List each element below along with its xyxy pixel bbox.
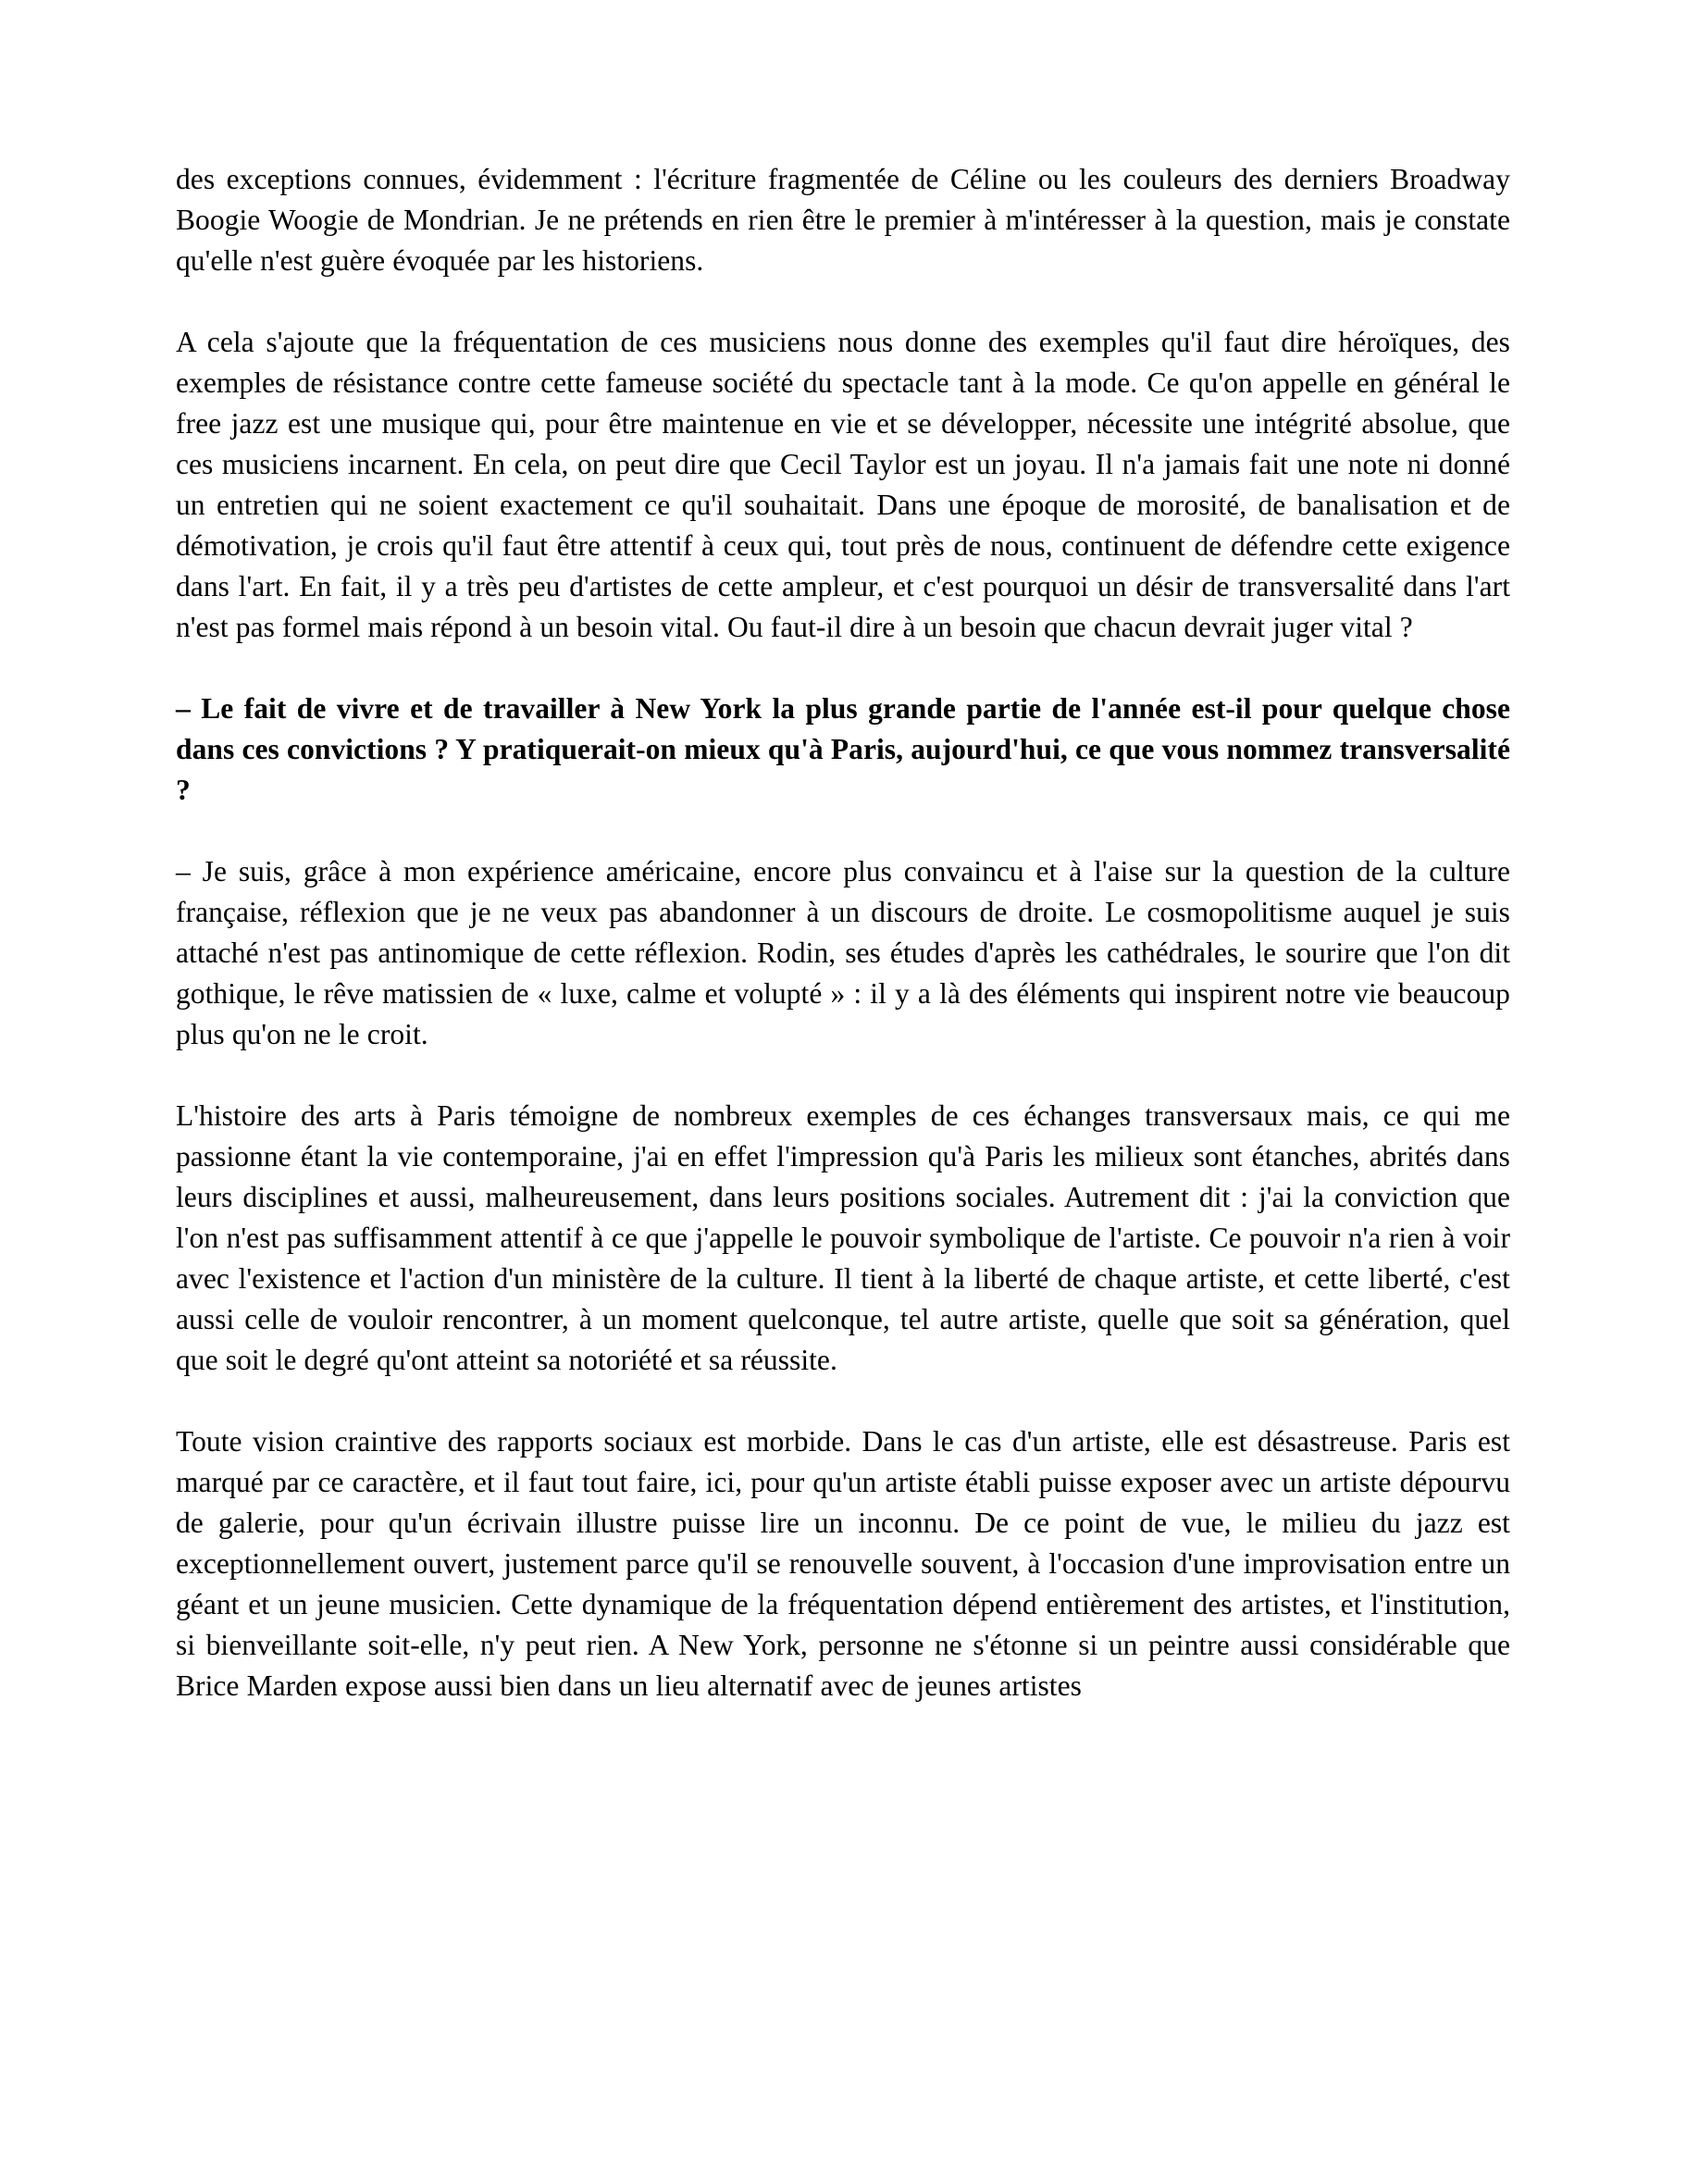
paragraph-body: L'histoire des arts à Paris témoigne de nombreux exemples de ces échanges transversaux mais, ce qui me passionne étant la vie contemporaine, j'ai en effet l'impression qu'à Paris les milieux sont étanches, abrités dans leurs disciplines et aussi, malheureusement, dans leurs positions sociales. Autrement dit : j'ai la conviction que l'on n'est pas suffisamment attentif à ce que j'appelle le pouvoir symbolique de l'artiste. Ce pouvoir n'a rien à voir avec l'existence et l'action d'un ministère de la culture. Il tient à la liberté de chaque artiste, et cette liberté, c'est aussi celle de vouloir rencontrer, à un moment quelconque, tel autre artiste, quelle que soit sa génération, quel que soit le degré qu'ont atteint sa notoriété et sa réussite. <box>176 1099 1510 1376</box>
paragraph-body: A cela s'ajoute que la fréquentation de ces musiciens nous donne des exemples qu'il faut dire héroïques, des exemples de résistance contre cette fameuse société du spectacle tant à la mode. Ce qu'on appelle en général le free jazz est une musique qui, pour être maintenue en vie et se développer, nécessite une intégrité absolue, que ces musiciens incarnent. En cela, on peut dire que Cecil Taylor est un joyau. Il n'a jamais fait une note ni donné un entretien qui ne soient exactement ce qu'il souhaitait. Dans une époque de morosité, de banalisation et de démotivation, je crois qu'il faut être attentif à ceux qui, tout près de nous, continuent de défendre cette exigence dans l'art. En fait, il y a très peu d'artistes de cette ampleur, et c'est pourquoi un désir de transversalité dans l'art n'est pas formel mais répond à un besoin vital. Ou faut-il dire à un besoin que chacun devrait juger vital ? <box>176 326 1510 643</box>
paragraph-continuation: des exceptions connues, évidemment : l'écriture fragmentée de Céline ou les couleurs des derniers Broadway Boogie Woogie de Mondrian. Je ne prétends en rien être le premier à m'intéresser à la question, mais je constate qu'elle n'est guère évoquée par les historiens. <box>176 163 1510 277</box>
text-column <box>176 159 1510 1706</box>
interview-answer: – Je suis, grâce à mon expérience américaine, encore plus convaincu et à l'aise sur la question de la culture française, réflexion que je ne veux pas abandonner à un discours de droite. Le cosmopolitisme auquel je suis attaché n'est pas antinomique de cette réflexion. Rodin, ses études d'après les cathédrales, le sourire que l'on dit gothique, le rêve matissien de « luxe, calme et volupté » : il y a là des éléments qui inspirent notre vie beaucoup plus qu'on ne le croit. <box>176 855 1510 1050</box>
interview-question-bold: – Le fait de vivre et de travailler à New York la plus grande partie de l'année est-il pour quelque chose dans ces convictions ? Y pratiquerait-on mieux qu'à Paris, aujourd'hui, ce que vous nommez transversalité ? <box>176 692 1510 806</box>
paragraph-body: Toute vision craintive des rapports sociaux est morbide. Dans le cas d'un artiste, elle est désastreuse. Paris est marqué par ce caractère, et il faut tout faire, ici, pour qu'un artiste établi puisse exposer avec un artiste dépourvu de galerie, pour qu'un écrivain illustre puisse lire un inconnu. De ce point de vue, le milieu du jazz est exceptionnellement ouvert, justement parce qu'il se renouvelle souvent, à l'occasion d'une improvisation entre un géant et un jeune musicien. Cette dynamique de la fréquentation dépend entièrement des artistes, et l'institution, si bienveillante soit-elle, n'y peut rien. A New York, personne ne s'étonne si un peintre aussi considérable que Brice Marden expose aussi bien dans un lieu alternatif avec de jeunes artistes <box>176 1425 1510 1702</box>
